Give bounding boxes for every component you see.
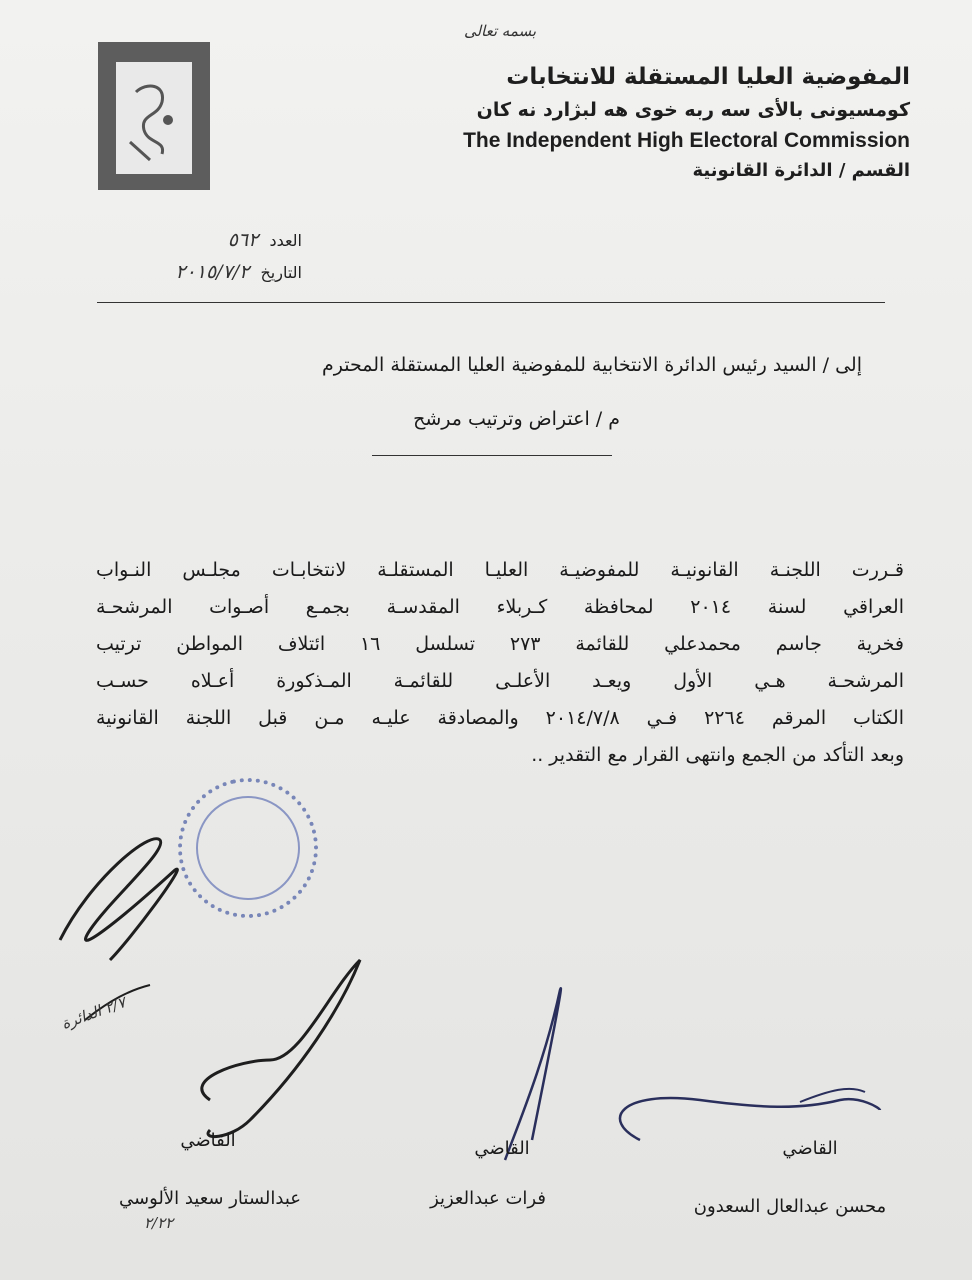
body-line: قـررت اللجنـة القانونيـة للمفوضيـة العليـا المستقلـة لانتخابـات مجلـس النـواب xyxy=(96,559,904,581)
signatory-name: فرات عبدالعزيز xyxy=(430,1188,546,1209)
signature-middle xyxy=(505,988,561,1160)
reference-number-label: العدد xyxy=(269,231,302,250)
body-line: الكتاب المرقم ٢٢٦٤ فـي ٢٠١٤/٧/٨ والمصادقة عليـه مـن قبل اللجنة القانونية xyxy=(96,707,905,729)
reference-number-value: ٥٦٢ xyxy=(227,229,259,251)
body-line: فخرية جاسم محمدعلي للقائمة ٢٧٣ تسلسل ١٦ ائتلاف المواطن ترتيب xyxy=(96,633,904,655)
signatory-title: القاضي xyxy=(782,1138,838,1159)
org-name-arabic: المفوضية العليا المستقلة للانتخابات xyxy=(506,64,910,90)
body-line: وبعد التأكد من الجمع وانتهى القرار مع التقدير .. xyxy=(531,744,904,766)
signatory-title: القاضي xyxy=(474,1138,530,1159)
subject-line: م / اعتراض وترتيب مرشح xyxy=(413,408,620,430)
org-name-kurdish: كومسيونى بالأى سه ربه خوى هه لبژارد نه كان xyxy=(476,99,910,121)
department-line: القسم / الدائرة القانونية xyxy=(692,160,910,181)
signature-left xyxy=(202,960,360,1137)
reference-date-value: ٢٠١٥/٧/٢ xyxy=(175,261,250,283)
addressee-line: إلى / السيد رئيس الدائرة الانتخابية للمفوضية العليا المستقلة المحترم xyxy=(322,354,862,376)
body-line: المرشحـة هـي الأول ويعـد الأعلـى للقائمـة المـذكورة أعـلاه حسـب xyxy=(96,670,904,692)
body-line: العراقي لسنة ٢٠١٤ لمحافظة كـربلاء المقدسـة بجمـع أصـوات المرشحـة xyxy=(96,596,904,618)
basmala: بسمه تعالى xyxy=(463,22,537,40)
signatory-name: محسن عبدالعال السعدون xyxy=(693,1196,887,1217)
signatory-title: القاضي xyxy=(180,1130,236,1151)
signatory-name: عبدالستار سعيد الألوسي xyxy=(119,1188,301,1209)
margin-signature xyxy=(60,839,177,960)
signature-right xyxy=(620,1098,880,1140)
handwritten-date-note: ٢/٢٢ xyxy=(144,1214,174,1232)
org-name-english: The Independent High Electoral Commission xyxy=(463,129,910,152)
reference-date-label: التاريخ xyxy=(260,263,302,282)
margin-handwritten-note: ٢/٧ الدائرة xyxy=(58,993,129,1033)
